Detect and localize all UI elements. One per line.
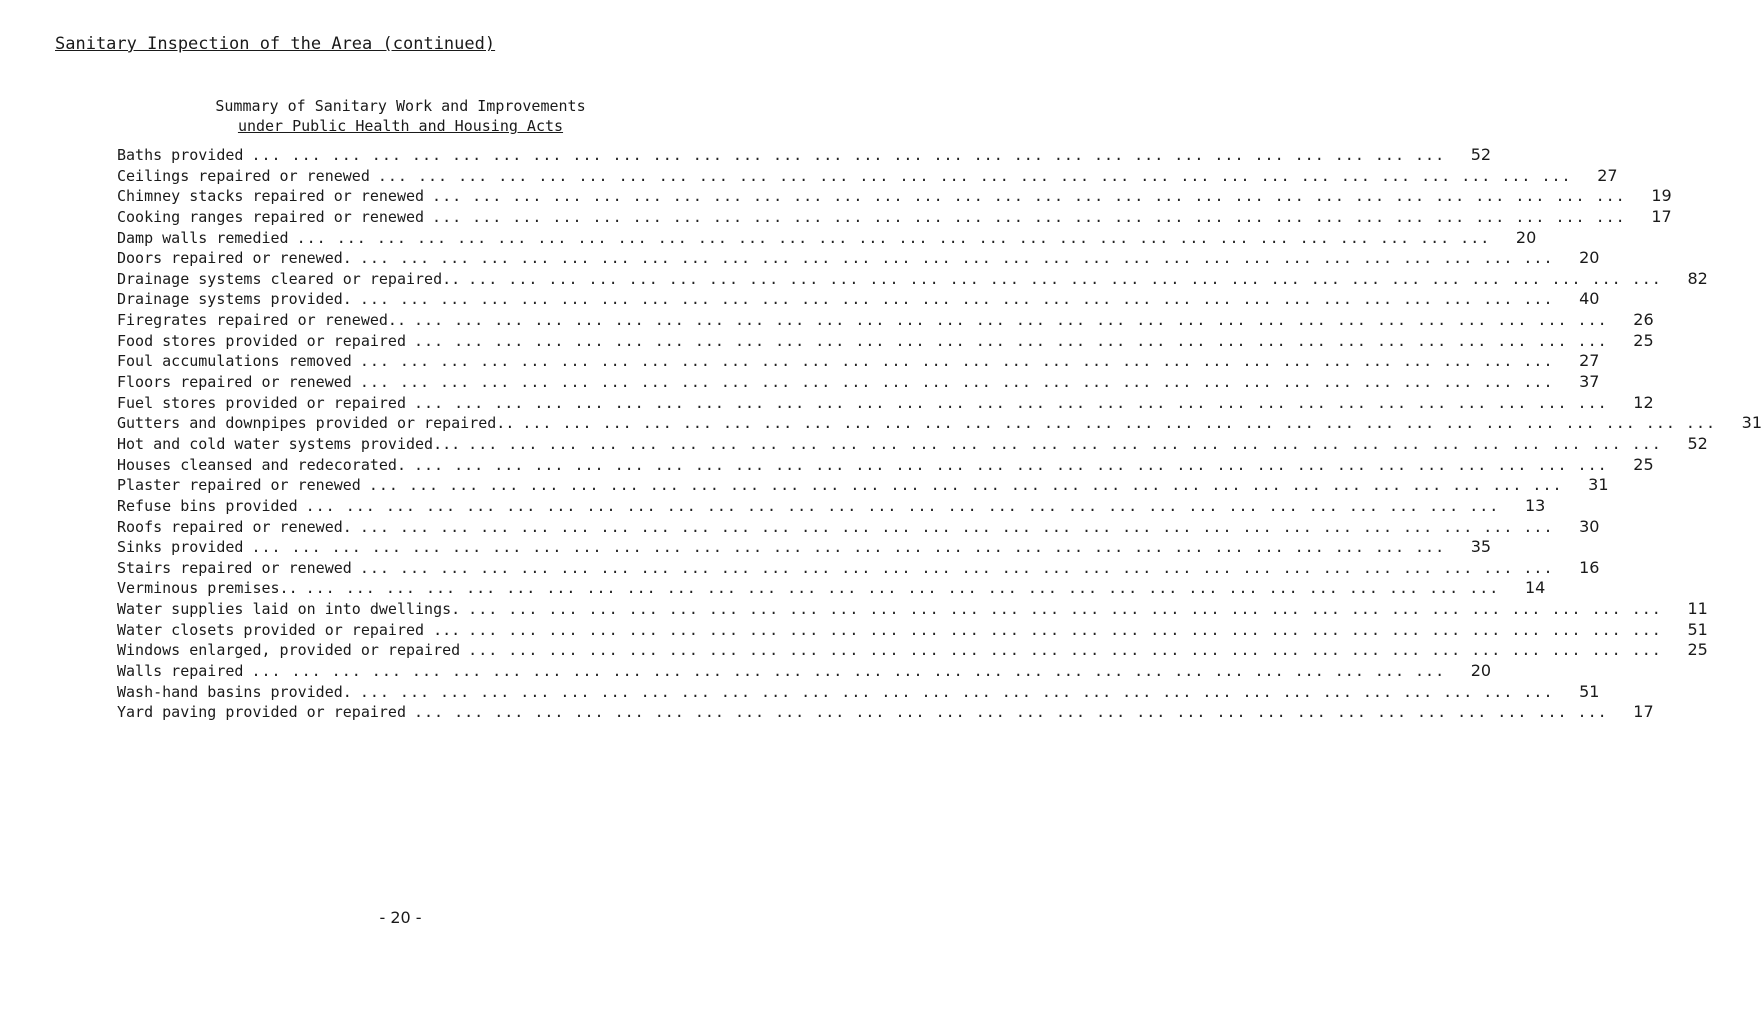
item-value: 31 — [1588, 475, 1609, 495]
item-label: Stairs repaired or renewed — [117, 558, 352, 577]
item-label: Water supplies laid on into dwellings. — [117, 600, 461, 619]
dot-leader: ... ... ... ... ... ... ... ... ... ... ... ... ... ... ... ... ... ... ... ... ... ... ... ... ... ... ... ... ... ... — [468, 620, 1662, 639]
dot-leader: ... ... ... ... ... ... ... ... ... ... ... ... ... ... ... ... ... ... ... ... ... ... ... ... ... ... ... ... ... ... — [359, 290, 1554, 309]
dot-leader: ... ... ... ... ... ... ... ... ... ... ... ... ... ... ... ... ... ... ... ... ... ... ... ... ... ... ... ... ... ... — [468, 269, 1662, 288]
item-label: Floors repaired or renewed — [117, 373, 352, 392]
list-item — [117, 227, 1537, 249]
summary-subtitle: under Public Health and Housing Acts — [237, 117, 564, 135]
dot-leader: ... ... ... ... ... ... ... ... ... ... ... ... ... ... ... ... ... ... ... ... ... ... ... ... ... ... ... ... ... ... — [468, 434, 1662, 453]
list-item — [117, 475, 1609, 496]
item-label: Water closets provided or repaired ... — [117, 620, 461, 639]
item-value: 12 — [1633, 392, 1654, 412]
dot-leader: ... ... ... ... ... ... ... ... ... ... ... ... ... ... ... ... ... ... ... ... ... ... ... ... ... ... ... ... ... ... — [305, 496, 1500, 515]
dot-leader: ... ... ... ... ... ... ... ... ... ... ... ... ... ... ... ... ... ... ... ... ... ... ... ... ... ... ... ... ... ... — [359, 517, 1554, 536]
item-label: Wash-hand basins provided. — [117, 682, 352, 701]
item-value: 27 — [1597, 165, 1618, 185]
item-label: Plaster repaired or renewed — [117, 476, 361, 495]
item-value: 25 — [1633, 330, 1654, 350]
dot-leader: ... ... ... ... ... ... ... ... ... ... ... ... ... ... ... ... ... ... ... ... ... ... ... ... ... ... ... ... ... ... — [413, 331, 1608, 350]
list-item — [117, 557, 1600, 579]
page-number: - 20 - — [379, 908, 422, 927]
item-value: 40 — [1579, 289, 1600, 309]
item-label: Verminous premises.. — [117, 579, 298, 598]
item-label: Ceilings repaired or renewed — [117, 166, 370, 185]
work-items-list — [117, 145, 1762, 723]
item-label: Drainage systems cleared or repaired.. — [117, 269, 461, 288]
list-item — [117, 248, 1600, 269]
item-value: 26 — [1633, 310, 1654, 330]
item-label: Sinks provided — [117, 538, 244, 557]
list-item — [117, 578, 1546, 599]
item-label: Chimney stacks repaired or renewed — [117, 187, 425, 206]
item-value: 37 — [1579, 372, 1600, 392]
item-value: 20 — [1579, 248, 1600, 268]
item-value: 25 — [1687, 640, 1708, 660]
list-item — [117, 516, 1600, 538]
list-item — [117, 289, 1600, 310]
item-label: Damp walls remedied — [117, 228, 289, 247]
item-label: Houses cleansed and redecorated. — [117, 455, 406, 474]
dot-leader: ... ... ... ... ... ... ... ... ... ... ... ... ... ... ... ... ... ... ... ... ... ... ... ... ... ... ... ... ... ... — [359, 352, 1554, 371]
list-item — [117, 640, 1708, 661]
item-value: 16 — [1579, 557, 1600, 577]
item-value: 52 — [1470, 145, 1492, 164]
dot-leader: ... ... ... ... ... ... ... ... ... ... ... ... ... ... ... ... ... ... ... ... ... ... ... ... ... ... ... ... ... ... — [413, 311, 1608, 330]
dot-leader: ... ... ... ... ... ... ... ... ... ... ... ... ... ... ... ... ... ... ... ... ... ... ... ... ... ... ... ... ... ... — [359, 682, 1554, 701]
list-item — [117, 454, 1654, 476]
page-heading: Sanitary Inspection of the Area (continued) — [55, 34, 496, 54]
item-value: 52 — [1687, 433, 1708, 453]
dot-leader: ... ... ... ... ... ... ... ... ... ... ... ... ... ... ... ... ... ... ... ... ... ... ... ... ... ... ... ... ... ... — [359, 373, 1554, 392]
dot-leader: ... ... ... ... ... ... ... ... ... ... ... ... ... ... ... ... ... ... ... ... ... ... ... ... ... ... ... ... ... ... — [377, 166, 1572, 185]
dot-leader: ... ... ... ... ... ... ... ... ... ... ... ... ... ... ... ... ... ... ... ... ... ... ... ... ... ... ... ... ... ... — [468, 600, 1662, 619]
list-item — [117, 351, 1600, 372]
list-item — [117, 268, 1708, 290]
item-label: Yard paving provided or repaired — [117, 703, 406, 722]
list-item — [117, 372, 1600, 393]
item-value: 11 — [1687, 599, 1708, 619]
summary-title: Summary of Sanitary Work and Improvements — [215, 97, 586, 115]
item-value: 51 — [1687, 619, 1708, 639]
dot-leader: ... ... ... ... ... ... ... ... ... ... ... ... ... ... ... ... ... ... ... ... ... ... ... ... ... ... ... ... ... ... — [468, 641, 1662, 660]
dot-leader: ... ... ... ... ... ... ... ... ... ... ... ... ... ... ... ... ... ... ... ... ... ... ... ... ... ... ... ... ... ... — [368, 476, 1563, 495]
list-item — [117, 661, 1492, 682]
item-label: Drainage systems provided. — [117, 290, 352, 309]
list-item — [117, 619, 1708, 641]
dot-leader: ... ... ... ... ... ... ... ... ... ... ... ... ... ... ... ... ... ... ... ... ... ... ... ... ... ... ... ... ... ... — [251, 538, 1446, 557]
list-item — [117, 310, 1654, 331]
item-value: 14 — [1524, 578, 1546, 598]
list-item — [117, 165, 1618, 187]
dot-leader: ... ... ... ... ... ... ... ... ... ... ... ... ... ... ... ... ... ... ... ... ... ... ... ... ... ... ... ... ... ... — [413, 393, 1608, 412]
dot-leader: ... ... ... ... ... ... ... ... ... ... ... ... ... ... ... ... ... ... ... ... ... ... ... ... ... ... ... ... ... ... — [432, 187, 1626, 206]
list-item — [117, 330, 1654, 352]
dot-leader: ... ... ... ... ... ... ... ... ... ... ... ... ... ... ... ... ... ... ... ... ... ... ... ... ... ... ... ... ... ... — [359, 558, 1554, 577]
item-label: Refuse bins provided — [117, 496, 298, 515]
item-label: Roofs repaired or renewed. — [117, 517, 352, 536]
list-item — [117, 681, 1600, 703]
item-label: Fuel stores provided or repaired — [117, 393, 406, 412]
item-value: 30 — [1579, 516, 1600, 536]
list-item — [117, 599, 1708, 620]
dot-leader: ... ... ... ... ... ... ... ... ... ... ... ... ... ... ... ... ... ... ... ... ... ... ... ... ... ... ... ... ... ... — [305, 579, 1500, 598]
item-label: Hot and cold water systems provided... — [117, 434, 461, 453]
item-value: 82 — [1687, 268, 1708, 288]
item-value: 25 — [1633, 454, 1654, 474]
item-label: Cooking ranges repaired or renewed — [117, 207, 425, 226]
item-value: 20 — [1470, 661, 1492, 681]
item-label: Foul accumulations removed — [117, 352, 352, 371]
dot-leader: ... ... ... ... ... ... ... ... ... ... ... ... ... ... ... ... ... ... ... ... ... ... ... ... ... ... ... ... ... ... — [296, 228, 1491, 247]
item-value: 19 — [1651, 186, 1672, 206]
item-value: 17 — [1651, 206, 1672, 226]
item-label: Firegrates repaired or renewed.. — [117, 311, 406, 330]
item-value: 17 — [1633, 702, 1654, 722]
list-item — [117, 413, 1762, 434]
list-item — [117, 206, 1672, 228]
dot-leader: ... ... ... ... ... ... ... ... ... ... ... ... ... ... ... ... ... ... ... ... ... ... ... ... ... ... ... ... ... ... — [432, 207, 1626, 226]
item-label: Windows enlarged, provided or repaired — [117, 641, 461, 660]
item-value: 35 — [1470, 537, 1492, 557]
list-item — [117, 495, 1546, 517]
item-label: Walls repaired — [117, 662, 244, 681]
summary-title-block — [0, 96, 801, 136]
dot-leader: ... ... ... ... ... ... ... ... ... ... ... ... ... ... ... ... ... ... ... ... ... ... ... ... ... ... ... ... ... ... — [522, 414, 1717, 433]
dot-leader: ... ... ... ... ... ... ... ... ... ... ... ... ... ... ... ... ... ... ... ... ... ... ... ... ... ... ... ... ... ... — [413, 703, 1608, 722]
dot-leader: ... ... ... ... ... ... ... ... ... ... ... ... ... ... ... ... ... ... ... ... ... ... ... ... ... ... ... ... ... ... — [359, 249, 1554, 268]
item-label: Food stores provided or repaired — [117, 331, 406, 350]
dot-leader: ... ... ... ... ... ... ... ... ... ... ... ... ... ... ... ... ... ... ... ... ... ... ... ... ... ... ... ... ... ... — [251, 146, 1446, 164]
list-item — [117, 537, 1492, 558]
item-label: Doors repaired or renewed. — [117, 249, 352, 268]
list-item — [117, 433, 1708, 455]
item-label: Gutters and downpipes provided or repaired.. — [117, 414, 515, 433]
dot-leader: ... ... ... ... ... ... ... ... ... ... ... ... ... ... ... ... ... ... ... ... ... ... ... ... ... ... ... ... ... ... — [413, 455, 1608, 474]
item-value: 20 — [1515, 227, 1537, 247]
list-item — [117, 392, 1654, 414]
list-item — [117, 702, 1654, 723]
item-label: Baths provided — [117, 146, 244, 164]
item-value: 13 — [1524, 495, 1546, 515]
list-item — [117, 186, 1672, 207]
dot-leader: ... ... ... ... ... ... ... ... ... ... ... ... ... ... ... ... ... ... ... ... ... ... ... ... ... ... ... ... ... ... — [251, 662, 1446, 681]
list-item — [117, 145, 1492, 166]
item-value: 31 — [1741, 413, 1762, 433]
item-value: 51 — [1579, 681, 1600, 701]
item-value: 27 — [1579, 351, 1600, 371]
